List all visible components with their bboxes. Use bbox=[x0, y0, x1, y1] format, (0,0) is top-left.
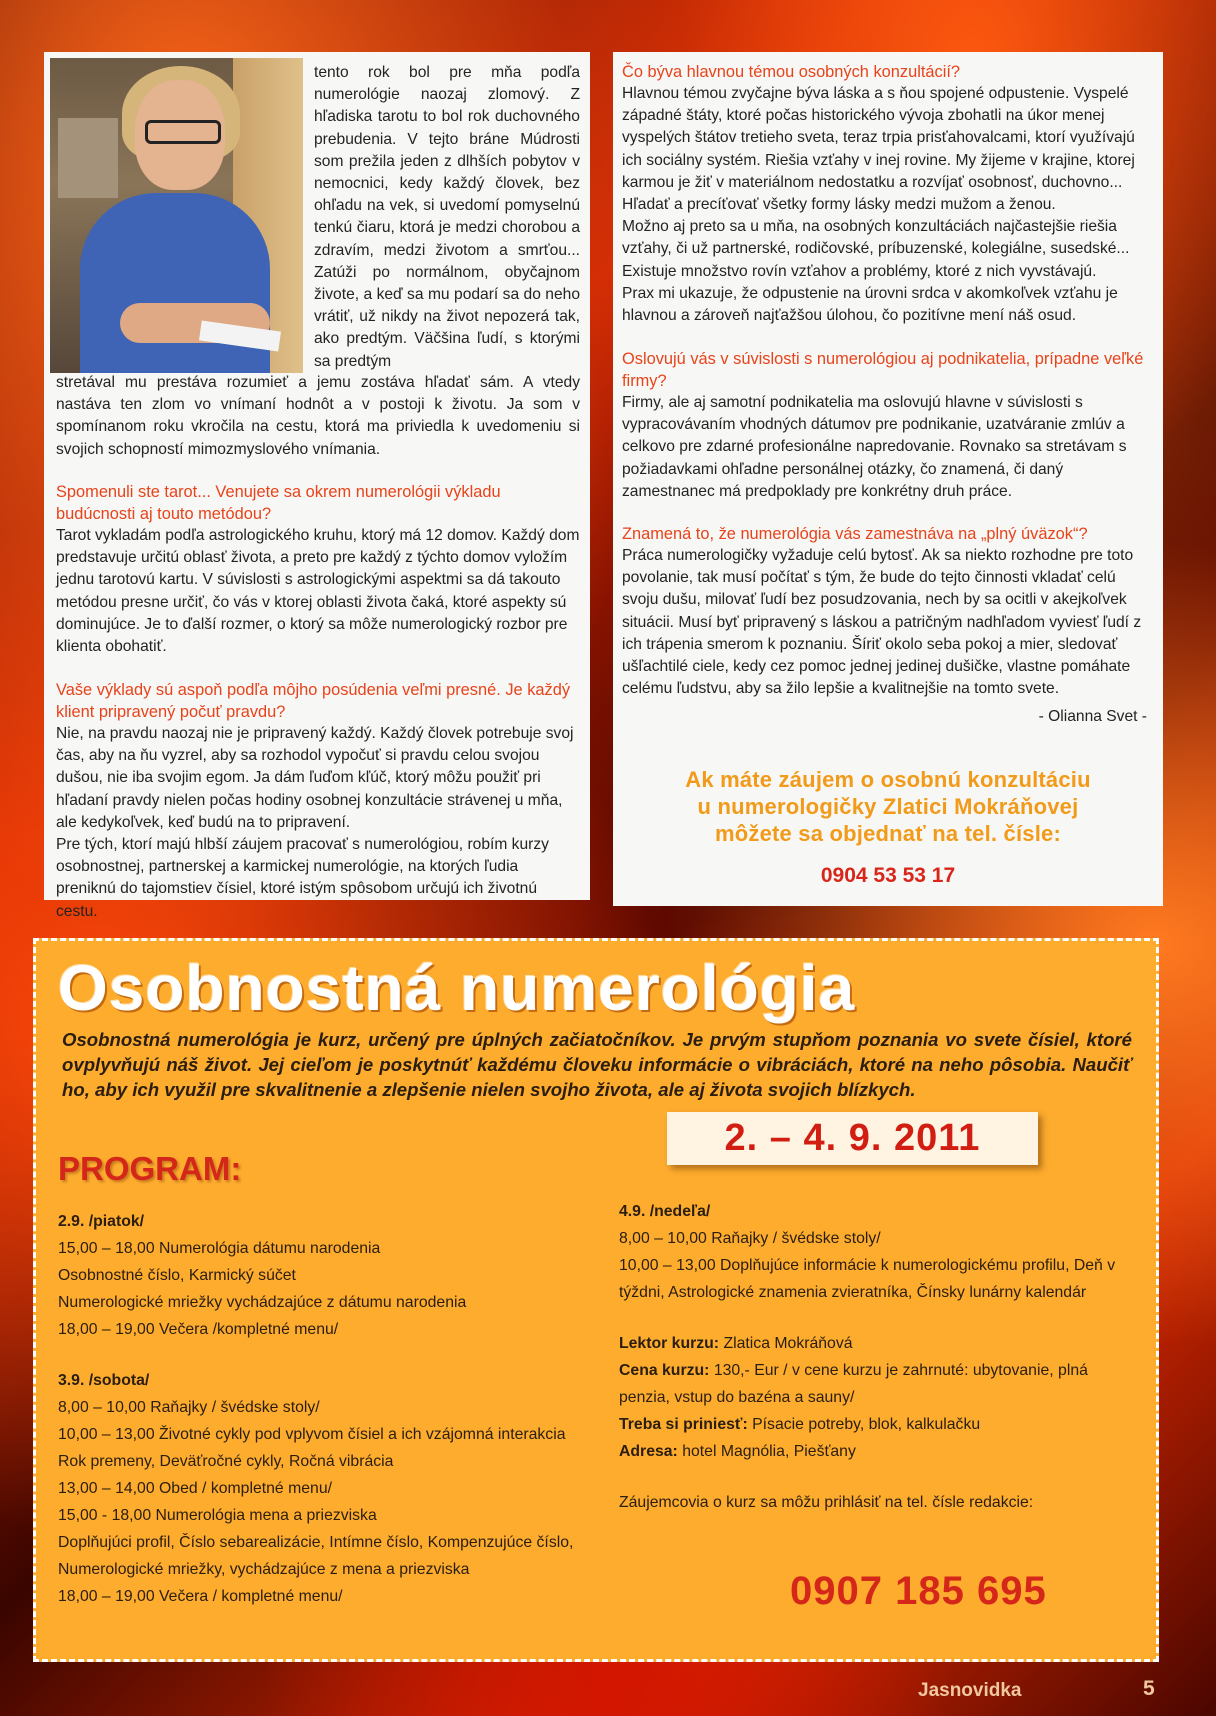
detail-label: Lektor kurzu: bbox=[619, 1335, 720, 1352]
detail-priniest bbox=[619, 1411, 1139, 1438]
author-signature: - Olianna Svet - bbox=[1038, 708, 1147, 725]
program-line: 8,00 – 10,00 Raňajky / švédske stoly/ bbox=[58, 1399, 320, 1416]
detail-value: hotel Magnólia, Piešťany bbox=[682, 1443, 856, 1460]
program-heading: PROGRAM: bbox=[58, 1150, 242, 1187]
detail-value: 130,- Eur / v cene kurzu je zahrnuté: ubytovanie, plná penzia, vstup do bazéna a sauny/ bbox=[619, 1362, 1088, 1406]
program-line: Doplňujúci profil, Číslo sebarealizácie, Intímne číslo, Kompenzujúce číslo, Numerologické mriežky, vychádzajúce z mena a priezviska bbox=[58, 1534, 574, 1578]
cta-line: u numerologičky Zlatici Mokráňovej bbox=[697, 794, 1079, 819]
intro-text-full: stretával mu prestáva rozumieť a jemu zostáva hľadať sám. A vtedy nastáva ten zlom vo vnímaní hodnôt a v postoji k životu. Ja som v spomínanom roku vkročila na cestu, ktorá ma priviedla k uvedomeniu si svojich schopností mimozmyslového vnímania. bbox=[56, 374, 580, 458]
registration-phone: 0907 185 695 bbox=[790, 1569, 1047, 1613]
answer-text: Pre tých, ktorí majú hlbší záujem pracovať s numerológiou, robím kurzy osobnostnej, partnerskej a karmickej numerológie, na ktorých ľudia preniknú do tajomstiev čísiel, ktoré istým spôsobom určujú ich životnú cestu. bbox=[56, 836, 549, 920]
section-fulltime bbox=[622, 523, 1154, 700]
course-box bbox=[33, 938, 1159, 1662]
article-left-column bbox=[44, 52, 590, 920]
section-tarot bbox=[56, 481, 580, 658]
answer-text: Hlavnou témou zvyčajne býva láska a s ňou spojené odpustenie. Vyspelé západné štáty, ktoré počas historického vývoja zbohatli na úkor menej vyspelých štátov tretieho sveta, teraz trpia prisťahovalcami, ktorí využívajú ich sociálny systém. Riešia vzťahy v inej rovine. My žijeme v krajine, ktorej karmou je žiť v materiálnom nedostatku a rozvíjať osobnosť, duchovno... Hľadať a precíťovať všetky formy lásky medzi mužom a ženou. bbox=[622, 85, 1135, 214]
question-heading: Spomenuli ste tarot... Venujete sa okrem numerológii výkladu budúcnosti aj touto metódou? bbox=[56, 483, 501, 523]
detail-value: Písacie potreby, blok, kalkulačku bbox=[752, 1416, 981, 1433]
program-line: 18,00 – 19,00 Večera /kompletné menu/ bbox=[58, 1321, 339, 1338]
answer-text: Tarot vykladám podľa astrologického kruhu, ktorý má 12 domov. Každý dom predstavuje určitú oblasť života, a preto pre každý z týchto domov vyložím jednu tarotovú kartu. V súvislosti s astrologickými aspektmi sa dá takouto metódou presne určiť, čo vás v ktorej oblasti života čaká, ktoré aspekty sú dominujúce. Je to ďalší rozmer, o ktorý sa môže numerologický rozbor pre klienta obohatiť. bbox=[56, 527, 580, 656]
article-right-column bbox=[613, 52, 1163, 906]
program-line: Numerologické mriežky vychádzajúce z dátumu narodenia bbox=[58, 1294, 467, 1311]
consultation-cta bbox=[613, 766, 1163, 847]
intro-text-side: tento rok bol pre mňa podľa numerológie naozaj zlomový. Z hľadiska tarotu to bol rok duchovného prebudenia. V tejto bráne Múdrosti som prežila jeden z dlhších pobytov v nemocnici, kedy každý človek, bez ohľadu na vek, si uvedomí pomyselnú tenkú čiaru, ktorá je medzi chorobou a zdravím, medzi životom a smrťou... Zatúži po normálnom, obyčajnom živote, a keď sa mu podarí sa do neho vrátiť, už nikdy na život nepozerá tak, ako predtým. Väčšina ľudí, s ktorými sa predtým bbox=[314, 64, 580, 370]
program-line: 10,00 – 13,00 Doplňujúce informácie k numerologickému profilu, Deň v týždni, Astrologické znamenia zvieratníka, Čínsky lunárny kalendár bbox=[619, 1257, 1116, 1301]
program-line: 8,00 – 10,00 Raňajky / švédske stoly/ bbox=[619, 1230, 881, 1247]
detail-adresa bbox=[619, 1438, 1139, 1465]
course-date: 2. – 4. 9. 2011 bbox=[667, 1112, 1038, 1165]
course-intro: Osobnostná numerológia je kurz, určený pre úplných začiatočníkov. Je prvým stupňom poznania vo svete čísiel, ktoré ovplyvňujú náš život. Jej cieľom je poskytnúť každému človeku informácie o vibráciách, ktoré na neho pôsobia. Naučiť ho, aby ich využil pre skvalitnenie a zlepšenie nielen svojho života, ale aj života svojich blízkych. bbox=[62, 1029, 1132, 1100]
answer-text: Prax mi ukazuje, že odpustenie na úrovni srdca v akomkoľvek vzťahu je hlavnou a zároveň najťažšou úlohou, čo pozitívne mení náš osud. bbox=[622, 284, 1118, 325]
detail-cena bbox=[619, 1357, 1139, 1411]
answer-text: Práca numerologičky vyžaduje celú bytosť. Ak sa niekto rozhodne pre toto povolanie, tak musí počítať s tým, že bude do tejto činnosti vkladať celú svoju dušu, milovať ľudí bez posudzovania, nech by sa ocitli v akejkoľvek situácii. Musí byť pripravený s láskou a patričným nadhľadom vyviesť ľudí z ich trápenia smerom k poznaniu. Šíriť okolo seba pokoj a mier, sledovať ušľachtilé ciele, kedy cez pomoc jednej jedinej dušičke, vlastne pomáhate celému ľudstvu, aby sa žilo lepšie a kvalitnejšie na tomto svete. bbox=[622, 547, 1142, 698]
program-line: Osobnostné číslo, Karmický súčet bbox=[58, 1267, 296, 1284]
consultation-phone: 0904 53 53 17 bbox=[820, 864, 956, 887]
day-heading: 4.9. /nedeľa/ bbox=[619, 1203, 711, 1220]
cta-line: môžete sa objednať na tel. čísle: bbox=[714, 821, 1062, 846]
section-businesses bbox=[622, 348, 1154, 503]
program-line: 18,00 – 19,00 Večera / kompletné menu/ bbox=[58, 1588, 343, 1605]
answer-text: Možno aj preto sa u mňa, na osobných konzultáciách najčastejšie riešia vzťahy, či už partnerské, rodičovské, príbuzenské, kolegiálne, susedské... Existuje množstvo rovín vzťahov a problémy, ktoré z nich vyvstávajú. bbox=[622, 218, 1130, 280]
cta-line: Ak máte záujem o osobnú konzultáciu bbox=[685, 767, 1091, 792]
registration-text: Záujemcovia o kurz sa môžu prihlásiť na tel. čísle redakcie: bbox=[619, 1494, 1034, 1511]
day-heading: 3.9. /sobota/ bbox=[58, 1372, 150, 1389]
answer-text: Nie, na pravdu naozaj nie je pripravený každý. Každý človek potrebuje svoj čas, aby na ňu vyzrel, aby sa rozhodol vypočuť si pravdu celou svojou dušou, nie iba svojim egom. Ja dám ľuďom kľúč, ktorý môžu použiť pri hľadaní pravdy nielen počas hodiny osobnej konzultácie strávenej u mňa, ale kedykoľvek, keď budú na to pripravení. bbox=[56, 725, 574, 831]
detail-label: Adresa: bbox=[619, 1443, 678, 1460]
day-heading: 2.9. /piatok/ bbox=[58, 1213, 145, 1230]
program-line: Rok premeny, Deväťročné cykly, Ročná vibrácia bbox=[58, 1453, 394, 1470]
detail-label: Treba si priniesť: bbox=[619, 1416, 748, 1433]
question-heading: Čo býva hlavnou témou osobných konzultácií? bbox=[622, 63, 961, 81]
question-heading: Oslovujú vás v súvislosti s numerológiou aj podnikatelia, prípadne veľké firmy? bbox=[622, 350, 1144, 390]
program-line: 13,00 – 14,00 Obed / kompletné menu/ bbox=[58, 1480, 333, 1497]
section-truth bbox=[56, 679, 580, 923]
answer-text: Firmy, ale aj samotní podnikatelia ma oslovujú hlavne v súvislosti s vypracovávaním vhodných dátumov pre podnikanie, uzatváranie zmlúv a celkovo pre zdarné profesionálne napredovanie. Rovnako sa stretávam s požiadavkami ohľadne personálnej otázky, čo znamená, či daný zamestnanec má predpoklady pre konkrétny druh práce. bbox=[622, 394, 1127, 500]
detail-value: Zlatica Mokráňová bbox=[723, 1335, 853, 1352]
program-line: 15,00 – 18,00 Numerológia dátumu narodenia bbox=[58, 1240, 381, 1257]
section-consultations bbox=[622, 61, 1154, 327]
course-title: Osobnostná numerológia bbox=[58, 952, 856, 1024]
detail-lektor bbox=[619, 1330, 1139, 1357]
program-line: 10,00 – 13,00 Životné cykly pod vplyvom čísiel a ich vzájomná interakcia bbox=[58, 1426, 566, 1443]
detail-label: Cena kurzu: bbox=[619, 1362, 710, 1379]
magazine-brand: Jasnovidka bbox=[918, 1680, 1022, 1701]
program-left-column bbox=[58, 1208, 613, 1610]
question-heading: Vaše výklady sú aspoň podľa môjho posúdenia veľmi presné. Je každý klient pripravený počuť pravdu? bbox=[56, 681, 571, 721]
program-right-column bbox=[619, 1198, 1139, 1516]
page-number: 5 bbox=[1143, 1677, 1155, 1700]
portrait-photo bbox=[50, 58, 303, 373]
program-line: 15,00 - 18,00 Numerológia mena a priezviska bbox=[58, 1507, 377, 1524]
question-heading: Znamená to, že numerológia vás zamestnáva na „plný úväzok“? bbox=[622, 525, 1088, 543]
